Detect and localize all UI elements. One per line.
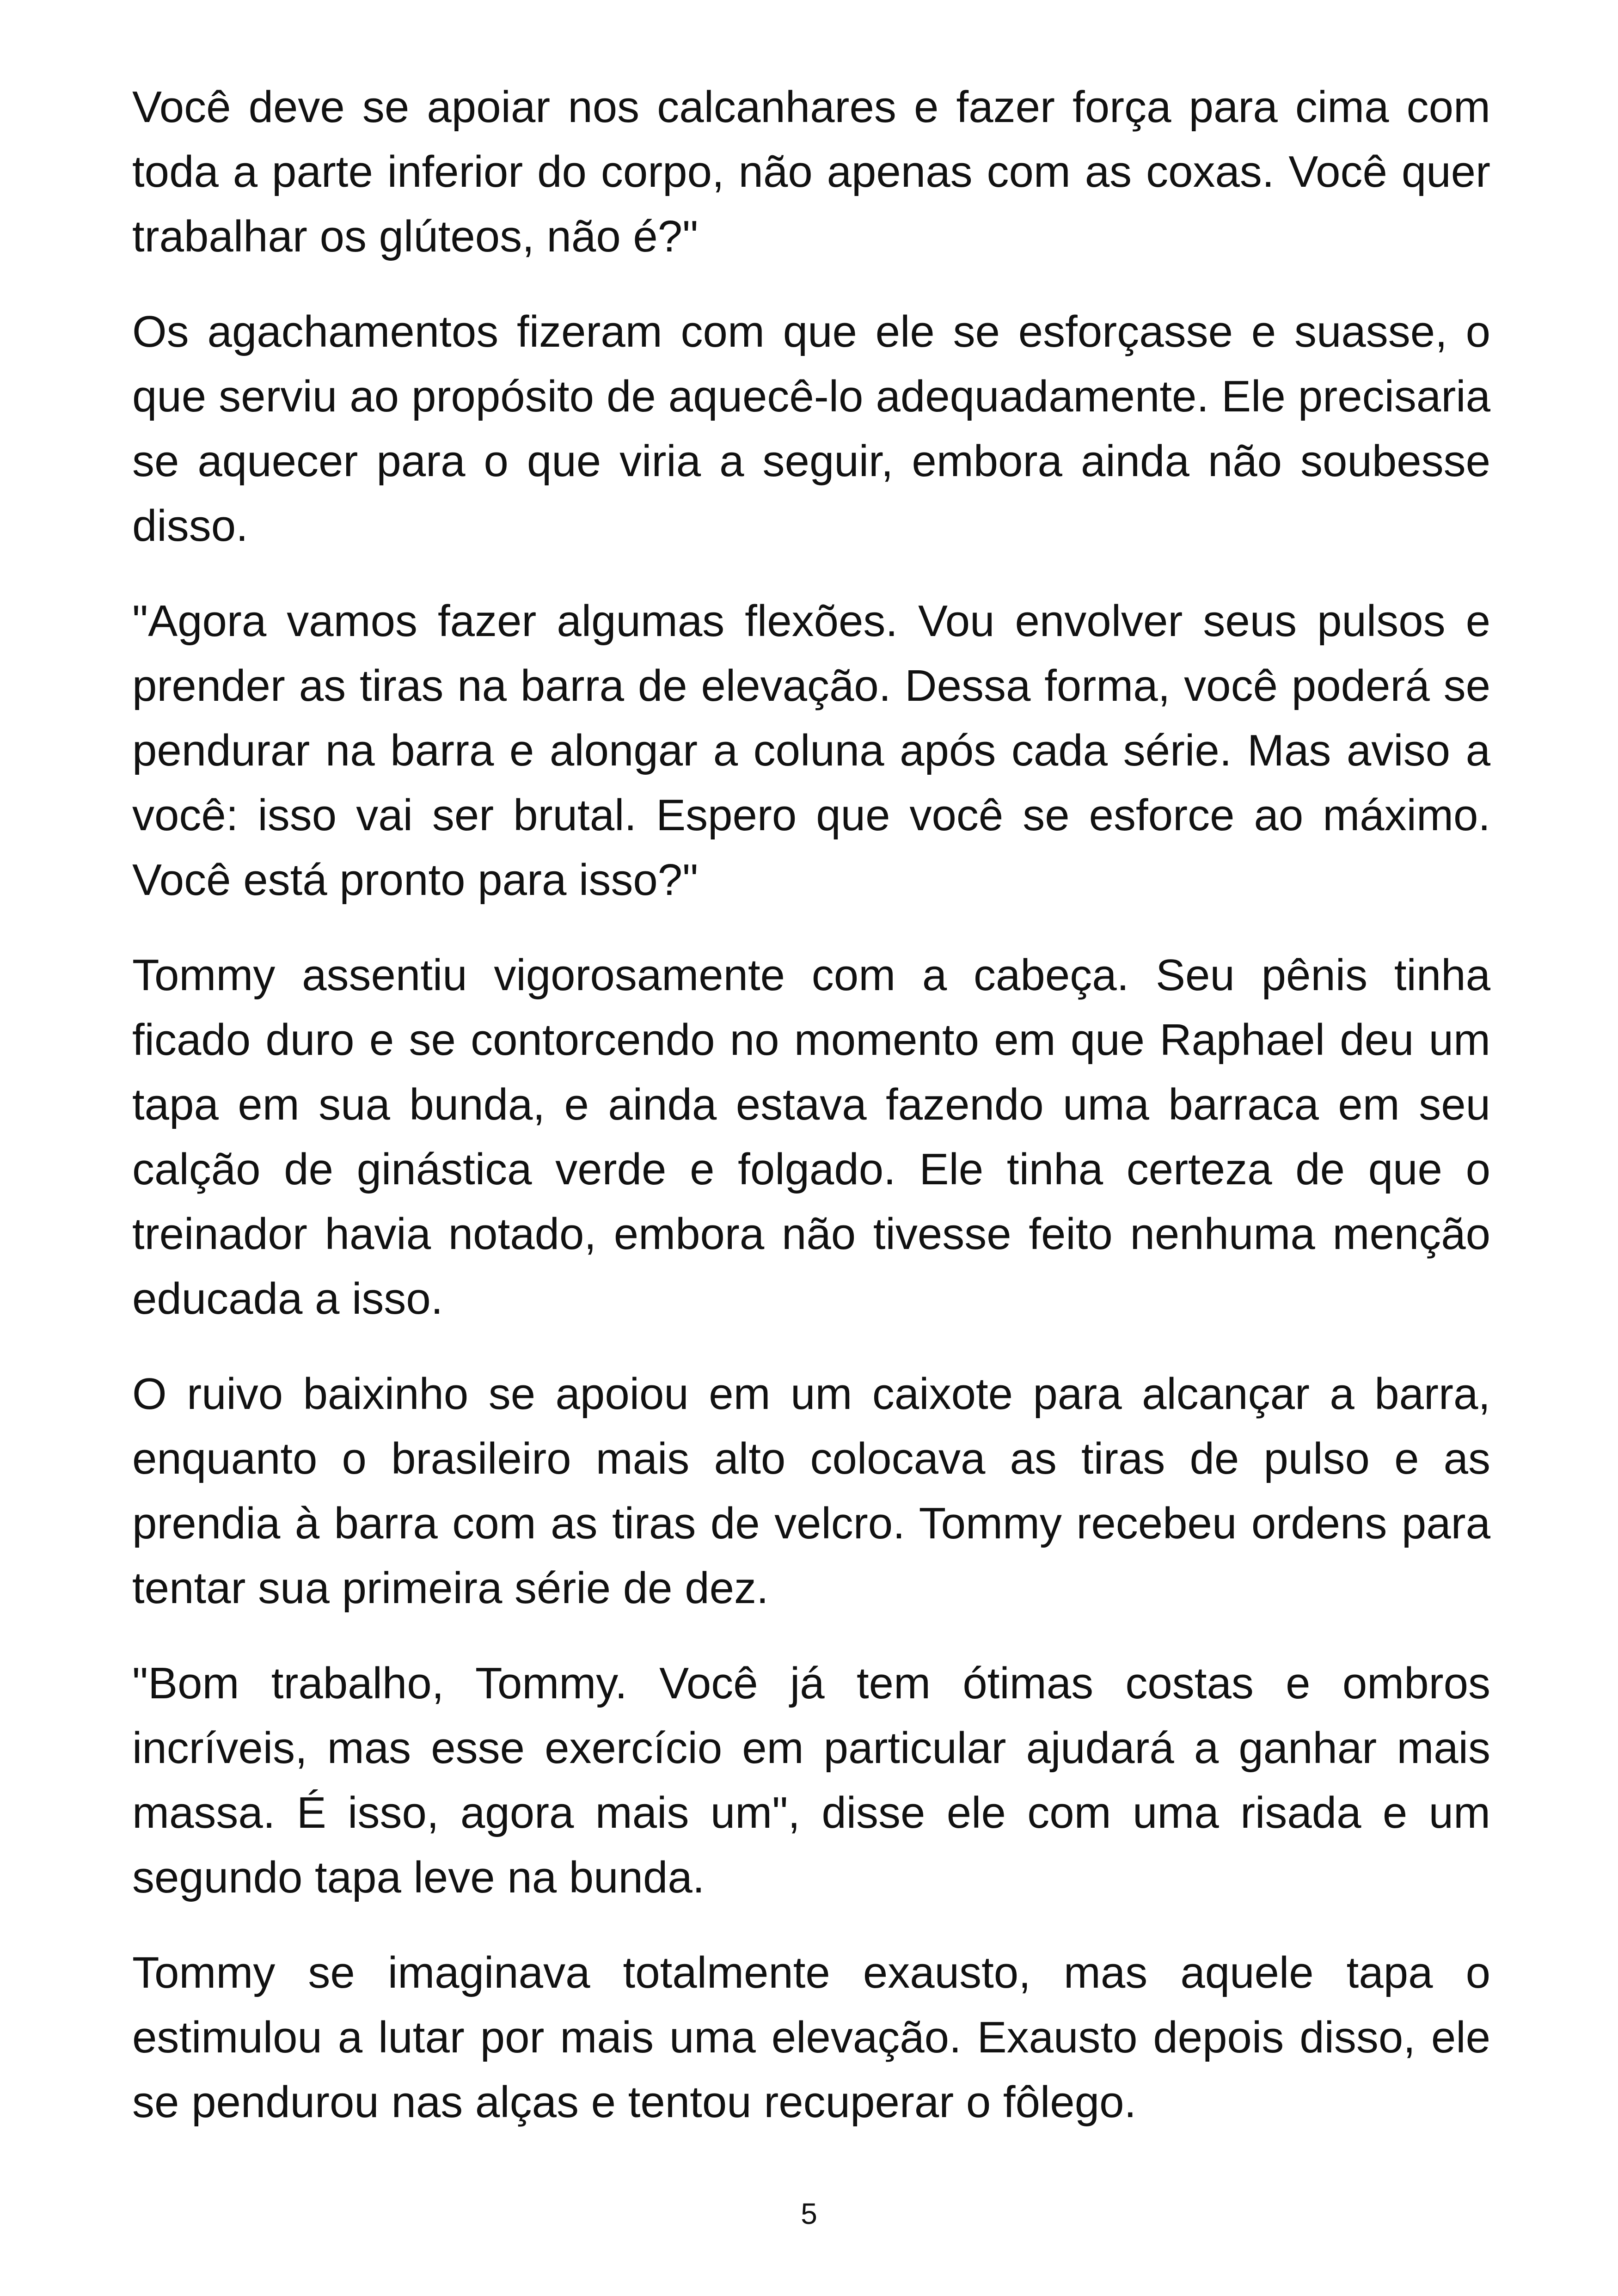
body-text: [132, 75, 1490, 2165]
paragraph: "Bom trabalho, Tommy. Você já tem ótimas costas e ombros incríveis, mas esse exercício em particular ajudará a ganhar mais massa. É isso, agora mais um", disse ele com uma risada e um segundo tapa leve na bunda.: [132, 1659, 1490, 1902]
page-number: 5: [801, 2197, 817, 2230]
paragraph: Tommy assentiu vigorosamente com a cabeça. Seu pênis tinha ficado duro e se contorcendo no momento em que Raphael deu um tapa em sua bunda, e ainda estava fazendo uma barraca em seu calção de ginástica verde e folgado. Ele tinha certeza de que o treinador havia notado, embora não tivesse feito nenhuma menção educada a isso.: [132, 950, 1490, 1323]
paragraph: Tommy se imaginava totalmente exausto, mas aquele tapa o estimulou a lutar por mais uma elevação. Exausto depois disso, ele se pendurou nas alças e tentou recuperar o fôlego.: [132, 1948, 1490, 2127]
paragraph: O ruivo baixinho se apoiou em um caixote para alcançar a barra, enquanto o brasileiro mais alto colocava as tiras de pulso e as prendia à barra com as tiras de velcro. Tommy recebeu ordens para tentar sua primeira série de dez.: [132, 1369, 1490, 1613]
paragraph: Os agachamentos fizeram com que ele se esforçasse e suasse, o que serviu ao propósito de aquecê-lo adequadamente. Ele precisaria se aquecer para o que viria a seguir, embora ainda não soubesse disso.: [132, 307, 1490, 551]
paragraph: Você deve se apoiar nos calcanhares e fazer força para cima com toda a parte inferior do corpo, não apenas com as coxas. Você quer trabalhar os glúteos, não é?": [132, 82, 1490, 261]
paragraph: "Agora vamos fazer algumas flexões. Vou envolver seus pulsos e prender as tiras na barra de elevação. Dessa forma, você poderá se pendurar na barra e alongar a coluna após cada série. Mas aviso a você: isso vai ser brutal. Espero que você se esforce ao máximo. Você está pronto para isso?": [132, 596, 1490, 905]
